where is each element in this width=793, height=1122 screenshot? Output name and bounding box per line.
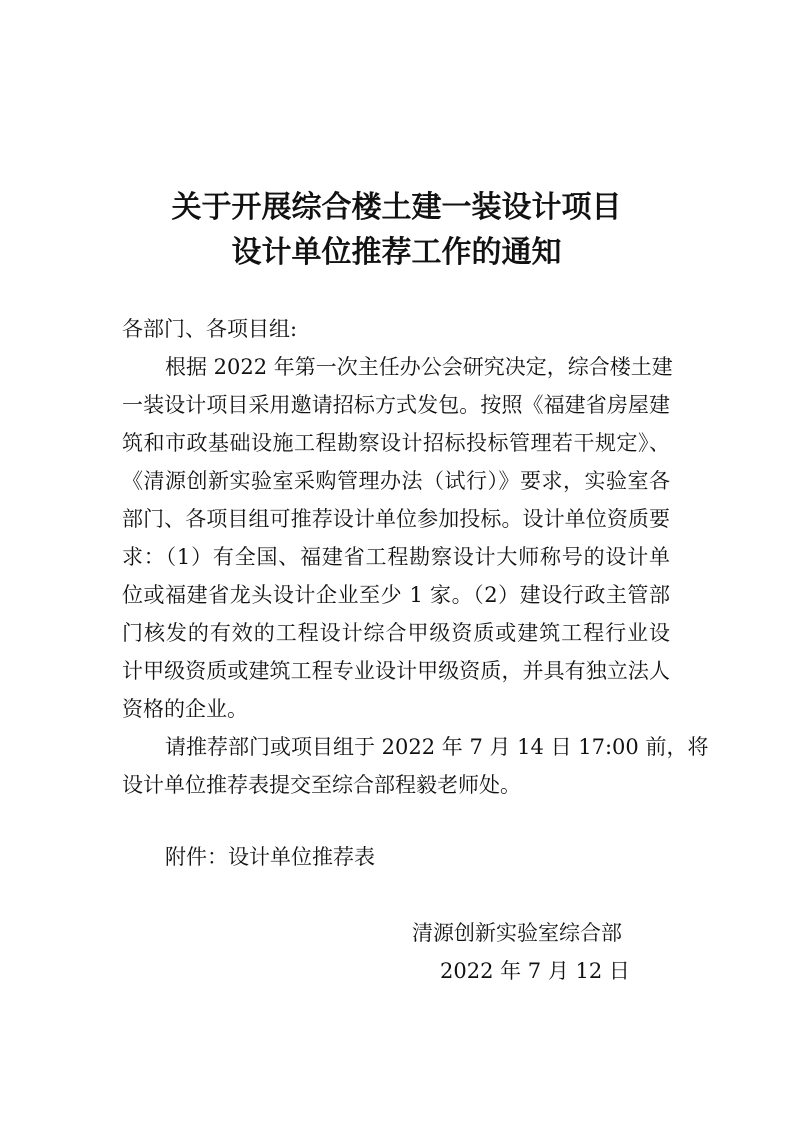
paragraph-1-line: 求：（1）有全国、福建省工程勘察设计大师称号的设计单 (122, 545, 670, 569)
paragraph-1-line: 《清源创新实验室采购管理办法（试行）》要求，实验室各 (122, 469, 670, 493)
paragraph-1-line: 计甲级资质或建筑工程专业设计甲级资质，并具有独立法人 (122, 659, 670, 683)
paragraph-1-line: 位或福建省龙头设计企业至少 1 家。（2）建设行政主管部 (122, 583, 670, 607)
paragraph-1-line: 筑和市政基础设施工程勘察设计招标投标管理若干规定》、 (122, 431, 670, 455)
salutation: 各部门、各项目组: (122, 317, 298, 341)
paragraph-2-line: 设计单位推荐表提交至综合部程毅老师处。 (122, 773, 521, 797)
document-title-line-2: 设计单位推荐工作的通知 (231, 235, 562, 270)
paragraph-1-line: 门核发的有效的工程设计综合甲级资质或建筑工程行业设 (122, 621, 670, 645)
document-title-line-1: 关于开展综合楼土建一装设计项目 (171, 190, 622, 225)
signature-organization: 清源创新实验室综合部 (412, 921, 622, 945)
signature-date: 2022 年 7 月 12 日 (440, 959, 630, 983)
attachment-note: 附件：设计单位推荐表 (165, 845, 375, 869)
paragraph-1-line: 资格的企业。 (122, 697, 248, 721)
paragraph-1-line: 根据 2022 年第一次主任办公会研究决定，综合楼土建 (165, 355, 673, 379)
paragraph-2-line: 请推荐部门或项目组于 2022 年 7 月 14 日 17:00 前，将 (165, 735, 709, 759)
paragraph-1-line: 一装设计项目采用邀请招标方式发包。按照《福建省房屋建 (122, 393, 670, 417)
paragraph-1-line: 部门、各项目组可推荐设计单位参加投标。设计单位资质要 (122, 507, 670, 531)
